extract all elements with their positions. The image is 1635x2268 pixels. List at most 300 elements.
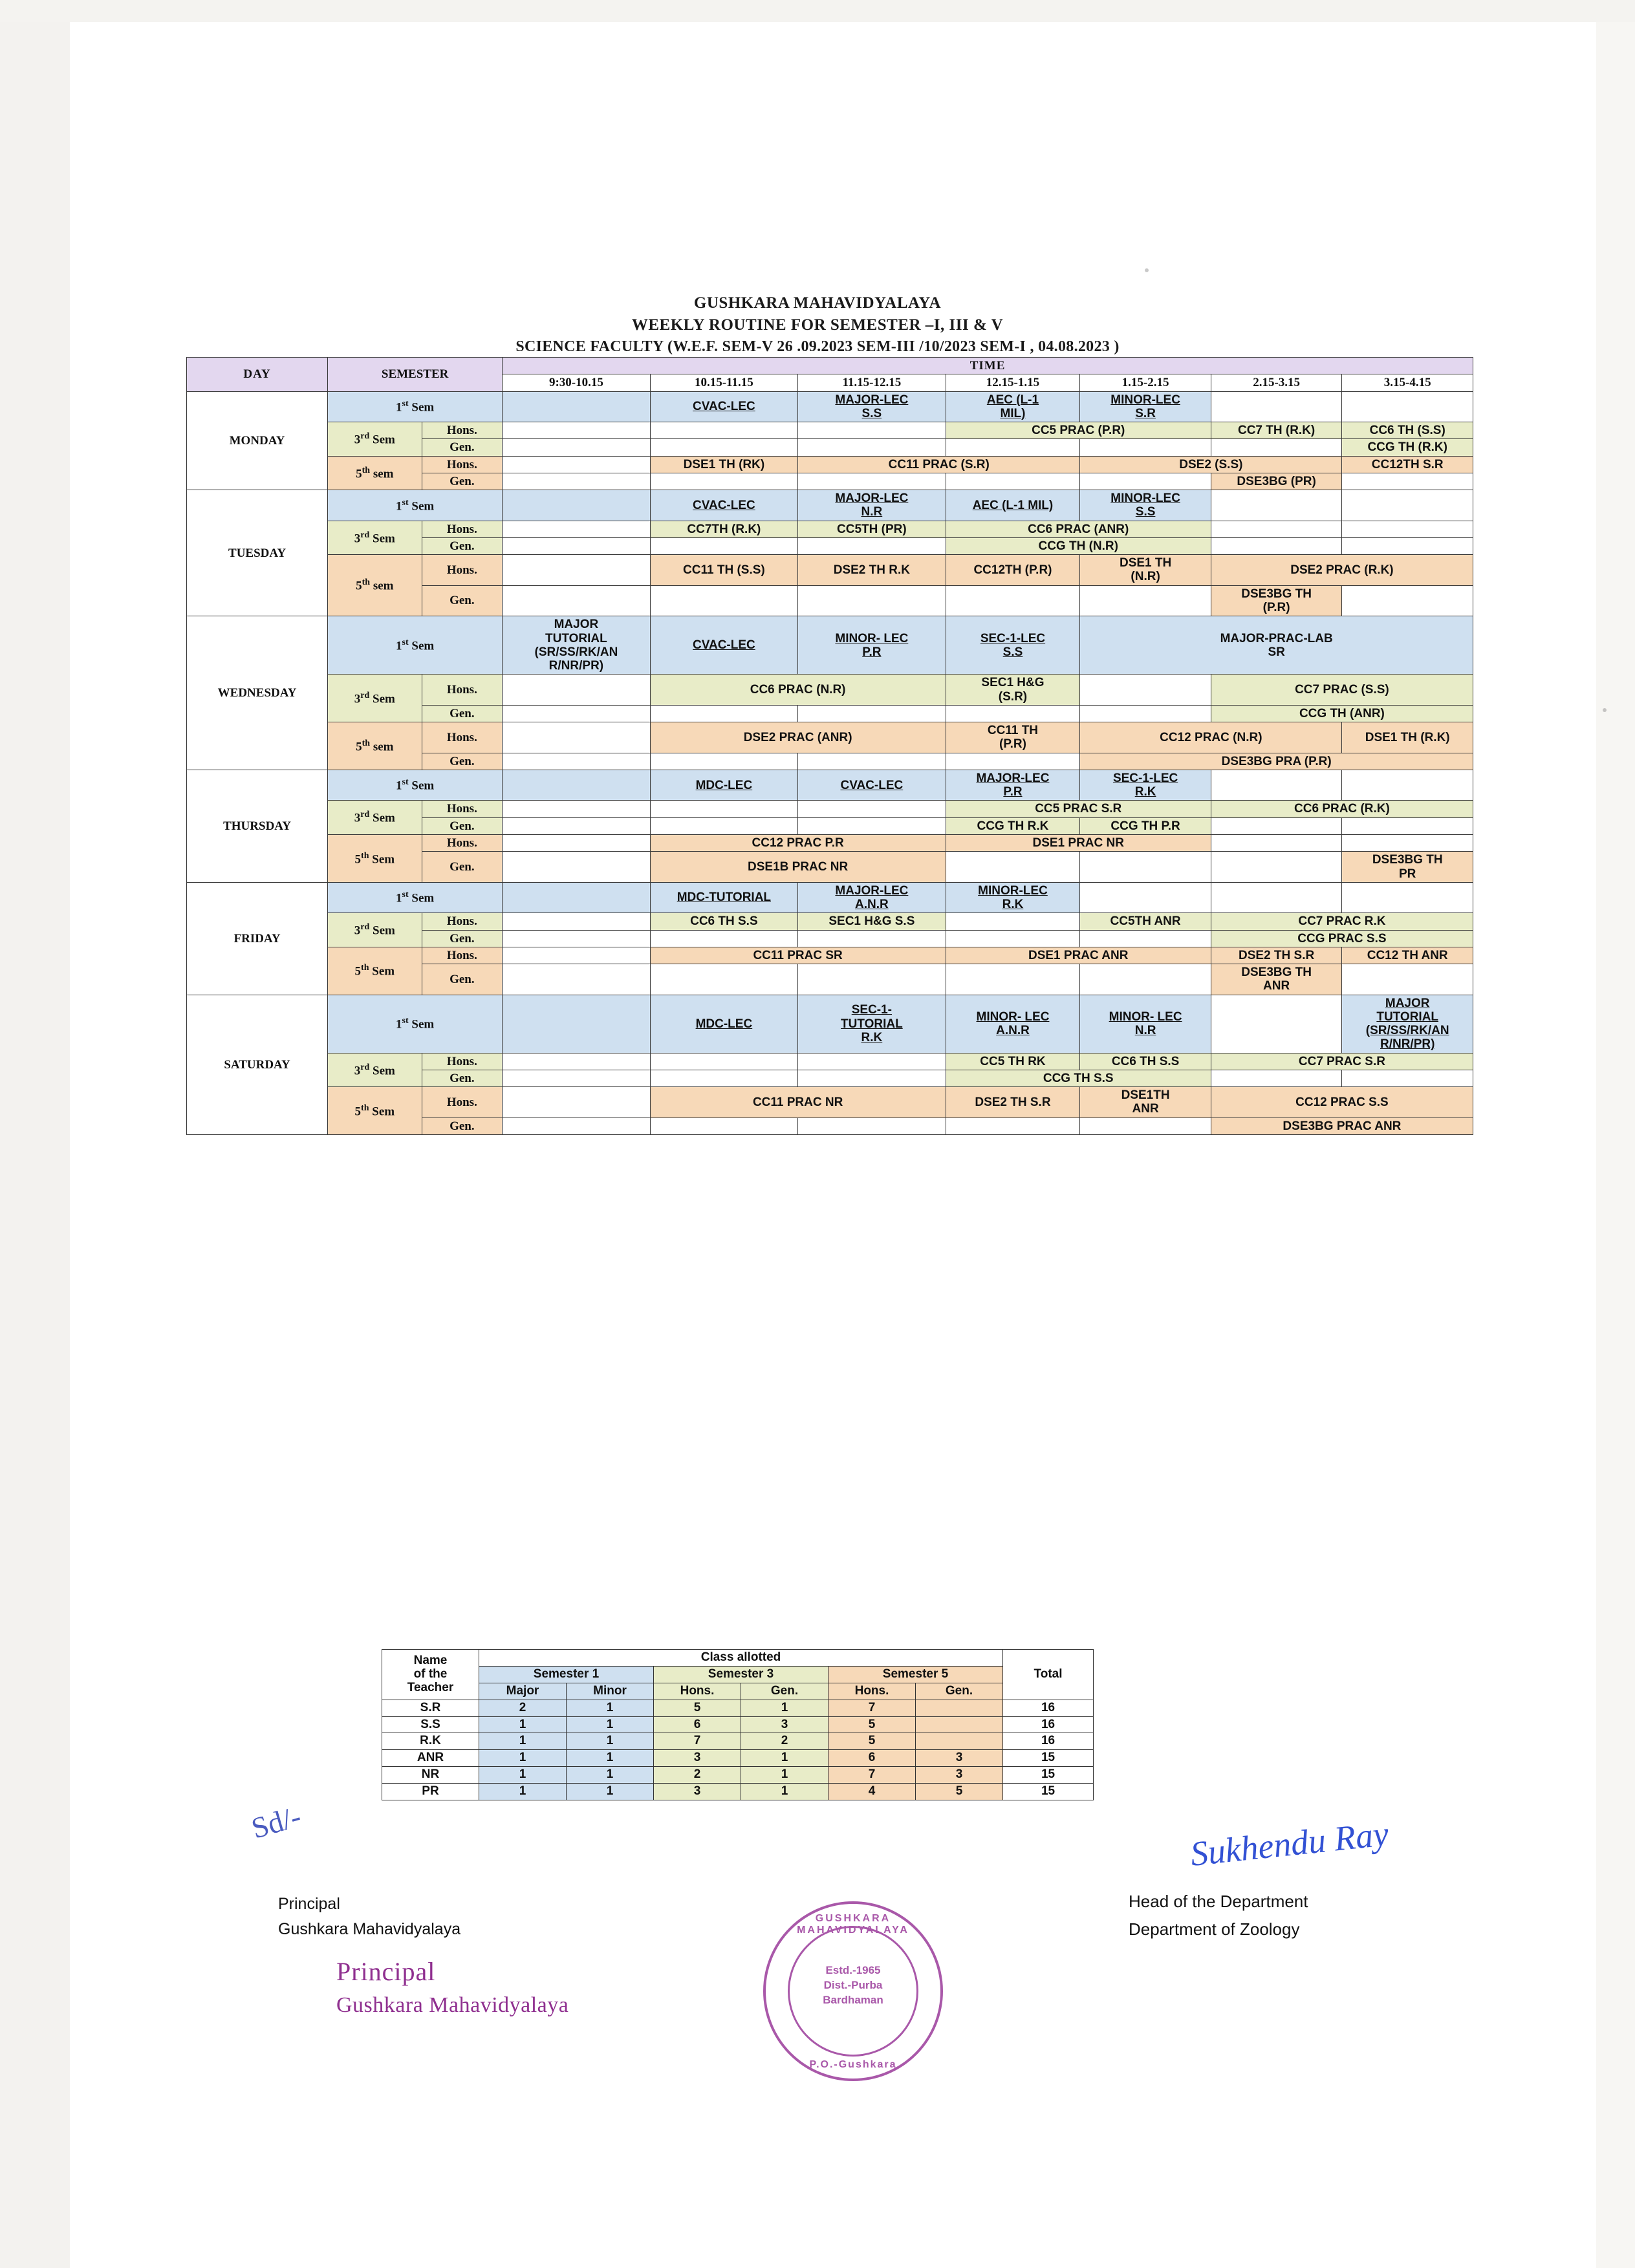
semester-group-label: Gen. (422, 852, 503, 883)
routine-cell (650, 930, 797, 947)
routine-cell (798, 753, 946, 770)
routine-cell (503, 930, 650, 947)
routine-row (187, 801, 1473, 817)
routine-cell (1342, 585, 1473, 616)
routine-cell: DSE2 TH S.R (1211, 947, 1342, 964)
routine-cell: MINOR-LEC R.K (946, 882, 1080, 913)
teacher-cell-name: S.S (382, 1716, 479, 1733)
semester-group-label: Hons. (422, 521, 503, 537)
teacher-cell-s5-gen: 3 (916, 1750, 1003, 1767)
routine-cell: MAJOR-LEC P.R (946, 770, 1080, 801)
hod-department: Department of Zoology (1129, 1919, 1300, 1939)
routine-cell: DSE3BG TH PR (1342, 852, 1473, 883)
routine-cell (503, 801, 650, 817)
routine-cell: CC7 PRAC S.R (1211, 1053, 1473, 1070)
routine-cell (1211, 770, 1342, 801)
routine-cell (503, 391, 650, 422)
routine-row (187, 947, 1473, 964)
semester-label: 3rd Sem (328, 675, 422, 722)
routine-cell: MINOR- LEC A.N.R (946, 995, 1080, 1053)
semester-group-label: Gen. (422, 753, 503, 770)
routine-cell: MAJOR-PRAC-LAB SR (1080, 616, 1473, 675)
teacher-cell-s1-major: 1 (479, 1767, 567, 1784)
institution-name: GUSHKARA MAHAVIDYALAYA (693, 294, 942, 312)
routine-cell: CC7 PRAC R.K (1211, 913, 1473, 930)
routine-cell (503, 1053, 650, 1070)
routine-cell: CC11 TH (S.S) (650, 555, 797, 586)
routine-cell: CC7 TH (R.K) (1211, 422, 1342, 439)
semester-label: 3rd Sem (328, 913, 422, 947)
routine-cell (1342, 882, 1473, 913)
routine-cell (1211, 521, 1342, 537)
teacher-cell-s1-minor: 1 (567, 1700, 654, 1716)
teacher-cell-total: 15 (1003, 1784, 1094, 1800)
routine-cell (798, 439, 946, 456)
routine-cell: DSE2 PRAC (ANR) (650, 722, 946, 753)
teacher-cell-s3-hons: 5 (654, 1700, 741, 1716)
semester-group-label: Hons. (422, 947, 503, 964)
teacher-cell-s5-hons: 6 (828, 1750, 916, 1767)
semester-group-label: Hons. (422, 675, 503, 706)
routine-cell (798, 801, 946, 817)
routine-cell: CC5TH ANR (1080, 913, 1211, 930)
teacher-cell-total: 16 (1003, 1700, 1094, 1716)
routine-cell: MINOR- LEC P.R (798, 616, 946, 675)
routine-cell: DSE1B PRAC NR (650, 852, 946, 883)
routine-cell: CC6 PRAC (R.K) (1211, 801, 1473, 817)
semester-group-label: Gen. (422, 439, 503, 456)
day-cell-wednesday: WEDNESDAY (187, 616, 328, 770)
teacher-cell-name: NR (382, 1767, 479, 1784)
routine-cell (503, 947, 650, 964)
routine-cell: CCG TH (N.R) (946, 537, 1211, 554)
semester-group-label: Gen. (422, 1118, 503, 1134)
routine-cell (946, 439, 1080, 456)
routine-cell (503, 439, 650, 456)
routine-cell: CC11 PRAC NR (650, 1087, 946, 1118)
routine-cell: CC5TH (PR) (798, 521, 946, 537)
header-time: TIME (503, 358, 1473, 374)
routine-cell: SEC-1- TUTORIAL R.K (798, 995, 946, 1053)
routine-cell (650, 422, 797, 439)
routine-cell: MINOR- LEC N.R (1080, 995, 1211, 1053)
semester-group-label: Gen. (422, 537, 503, 554)
routine-cell: MAJOR-LEC S.S (798, 391, 946, 422)
routine-cell (1342, 521, 1473, 537)
routine-cell (650, 817, 797, 834)
semester-label: 5th sem (328, 722, 422, 770)
routine-cell (503, 456, 650, 473)
semester-group-label: Hons. (422, 422, 503, 439)
semester-group-label: Gen. (422, 817, 503, 834)
semester-label: 3rd Sem (328, 1053, 422, 1087)
routine-cell: DSE1 PRAC ANR (946, 947, 1211, 964)
routine-cell (503, 770, 650, 801)
hod-signature-ink: Sukhendu Ray (1188, 1814, 1391, 1874)
routine-cell (946, 585, 1080, 616)
time-slot-1: 9:30-10.15 (503, 374, 650, 391)
principal-stamp-line1: Principal (336, 1957, 436, 1986)
routine-cell (1080, 585, 1211, 616)
hod-role: Head of the Department (1129, 1892, 1308, 1911)
time-slot-5: 1.15-2.15 (1080, 374, 1211, 391)
routine-cell: CVAC-LEC (650, 490, 797, 521)
semester-group-label: Hons. (422, 722, 503, 753)
routine-cell: SEC-1-LEC S.S (946, 616, 1080, 675)
semester-group-label: Gen. (422, 930, 503, 947)
routine-row (187, 391, 1473, 422)
routine-row (187, 995, 1473, 1053)
semester-label: 3rd Sem (328, 521, 422, 555)
routine-cell: DSE2 (S.S) (1080, 456, 1342, 473)
teacher-name-header: Name of the Teacher (382, 1650, 479, 1700)
routine-cell (1211, 882, 1342, 913)
teacher-cell-s3-gen: 3 (741, 1716, 828, 1733)
seal-line2: Dist.-Purba (823, 1978, 883, 1991)
teacher-row (382, 1784, 1094, 1800)
routine-cell (798, 585, 946, 616)
routine-cell (1211, 995, 1342, 1053)
routine-cell: CC12TH S.R (1342, 456, 1473, 473)
routine-cell (798, 473, 946, 490)
semester-group-label: Gen. (422, 705, 503, 722)
hod-signature-block (1129, 1892, 1308, 1947)
routine-cell (503, 473, 650, 490)
routine-cell: CC12 PRAC P.R (650, 834, 946, 851)
routine-cell: DSE3BG TH (P.R) (1211, 585, 1342, 616)
routine-row (187, 834, 1473, 851)
semester-group-header: Semester 3 (654, 1666, 828, 1683)
routine-cell: CC7TH (R.K) (650, 521, 797, 537)
routine-row (187, 490, 1473, 521)
time-slot-3: 11.15-12.15 (798, 374, 946, 391)
teacher-row (382, 1767, 1094, 1784)
semester-label: 1st Sem (328, 391, 503, 422)
routine-cell: SEC-1-LEC R.K (1080, 770, 1211, 801)
routine-cell (1211, 537, 1342, 554)
routine-cell (1080, 473, 1211, 490)
routine-cell (798, 537, 946, 554)
routine-cell (503, 537, 650, 554)
routine-cell: CCG PRAC S.S (1211, 930, 1473, 947)
semester-group-label: Gen. (422, 473, 503, 490)
principal-signature-ink: Sd/- (248, 1799, 305, 1845)
day-cell-thursday: THURSDAY (187, 770, 328, 882)
teacher-cell-s5-gen (916, 1716, 1003, 1733)
routine-cell: CC6 TH (S.S) (1342, 422, 1473, 439)
routine-cell (650, 1053, 797, 1070)
teacher-cell-name: R.K (382, 1733, 479, 1750)
routine-cell (798, 930, 946, 947)
time-slot-7: 3.15-4.15 (1342, 374, 1473, 391)
header-day: DAY (187, 358, 328, 392)
time-slot-6: 2.15-3.15 (1211, 374, 1342, 391)
teacher-cell-s5-hons: 7 (828, 1700, 916, 1716)
routine-cell (1211, 490, 1342, 521)
teacher-cell-name: S.R (382, 1700, 479, 1716)
routine-cell: DSE1 TH (R.K) (1342, 722, 1473, 753)
routine-cell (1342, 770, 1473, 801)
routine-cell (650, 585, 797, 616)
routine-cell: MDC-TUTORIAL (650, 882, 797, 913)
routine-cell: CCG TH P.R (1080, 817, 1211, 834)
routine-cell: DSE2 TH S.R (946, 1087, 1080, 1118)
routine-row (187, 616, 1473, 675)
routine-cell: MAJOR TUTORIAL (SR/SS/RK/AN R/NR/PR) (503, 616, 650, 675)
routine-cell (503, 753, 650, 770)
teacher-row (382, 1750, 1094, 1767)
routine-cell (1080, 852, 1211, 883)
teacher-row (382, 1700, 1094, 1716)
routine-cell: CC6 PRAC (N.R) (650, 675, 946, 706)
semester-label: 1st Sem (328, 882, 503, 913)
teacher-cell-total: 16 (1003, 1716, 1094, 1733)
routine-cell (798, 817, 946, 834)
routine-row (187, 1087, 1473, 1118)
routine-cell: CC7 PRAC (S.S) (1211, 675, 1473, 706)
seal-arc-top: GUSHKARA MAHAVIDYALAYA (797, 1913, 909, 1936)
routine-cell (650, 753, 797, 770)
routine-cell: MAJOR TUTORIAL (SR/SS/RK/AN R/NR/PR) (1342, 995, 1473, 1053)
day-cell-monday: MONDAY (187, 391, 328, 490)
routine-cell (946, 753, 1080, 770)
routine-cell: CC5 PRAC S.R (946, 801, 1211, 817)
semester-subgroup-header: Minor (567, 1683, 654, 1700)
header-semester: SEMESTER (328, 358, 503, 392)
teacher-cell-s5-hons: 4 (828, 1784, 916, 1800)
teacher-cell-s1-minor: 1 (567, 1784, 654, 1800)
semester-group-label: Hons. (422, 913, 503, 930)
semester-group-label: Hons. (422, 555, 503, 586)
routine-cell (1342, 490, 1473, 521)
teacher-allotment-table (382, 1649, 1094, 1800)
semester-label: 5th Sem (328, 947, 422, 995)
routine-row (187, 675, 1473, 706)
routine-cell: DSE3BG PRAC ANR (1211, 1118, 1473, 1134)
class-allotted-header: Class allotted (479, 1650, 1003, 1667)
semester-subgroup-header: Major (479, 1683, 567, 1700)
semester-group-label: Gen. (422, 585, 503, 616)
routine-cell (503, 1070, 650, 1086)
teacher-cell-s1-minor: 1 (567, 1733, 654, 1750)
routine-cell: SEC1 H&G S.S (798, 913, 946, 930)
routine-cell (503, 675, 650, 706)
routine-cell (798, 1070, 946, 1086)
seal-center-text (766, 1963, 940, 2008)
teacher-cell-s5-hons: 5 (828, 1733, 916, 1750)
teacher-cell-s1-major: 2 (479, 1700, 567, 1716)
routine-cell: DSE1 PRAC NR (946, 834, 1211, 851)
semester-subgroup-header: Gen. (741, 1683, 828, 1700)
routine-cell (650, 705, 797, 722)
teacher-cell-s3-gen: 2 (741, 1733, 828, 1750)
routine-cell (1080, 882, 1211, 913)
semester-label: 1st Sem (328, 995, 503, 1053)
total-header: Total (1003, 1650, 1094, 1700)
semester-group-label: Hons. (422, 1087, 503, 1118)
document-effective-dates: SCIENCE FACULTY (W.E.F. SEM-V 26 .09.2023 SEM-III /10/2023 SEM-I , 04.08.2023 ) (515, 338, 1120, 355)
routine-cell: MDC-LEC (650, 995, 797, 1053)
routine-cell: CVAC-LEC (650, 616, 797, 675)
teacher-row (382, 1716, 1094, 1733)
routine-row (187, 422, 1473, 439)
semester-label: 3rd Sem (328, 801, 422, 835)
teacher-cell-s5-gen: 3 (916, 1767, 1003, 1784)
semester-group-label: Hons. (422, 456, 503, 473)
routine-cell (503, 490, 650, 521)
routine-cell: CC12TH (P.R) (946, 555, 1080, 586)
routine-cell: MINOR-LEC S.R (1080, 391, 1211, 422)
teacher-cell-s3-gen: 1 (741, 1767, 828, 1784)
semester-label: 5th sem (328, 456, 422, 490)
routine-cell (503, 964, 650, 995)
routine-cell (798, 1118, 946, 1134)
principal-stamp-line2: Gushkara Mahavidyalaya (336, 1993, 569, 2017)
routine-cell (946, 964, 1080, 995)
semester-group-label: Hons. (422, 1053, 503, 1070)
routine-cell: DSE2 TH R.K (798, 555, 946, 586)
teacher-cell-s3-gen: 1 (741, 1784, 828, 1800)
document-header (0, 294, 1635, 356)
routine-cell: CC12 PRAC (N.R) (1080, 722, 1342, 753)
document-subtitle: WEEKLY ROUTINE FOR SEMESTER –I, III & V (631, 316, 1004, 334)
teacher-cell-s5-gen (916, 1733, 1003, 1750)
routine-cell (798, 964, 946, 995)
teacher-cell-name: PR (382, 1784, 479, 1800)
teacher-cell-total: 15 (1003, 1750, 1094, 1767)
teacher-cell-s1-major: 1 (479, 1750, 567, 1767)
day-cell-friday: FRIDAY (187, 882, 328, 995)
routine-cell (798, 1053, 946, 1070)
routine-row (187, 1053, 1473, 1070)
teacher-cell-s3-hons: 2 (654, 1767, 741, 1784)
teacher-cell-s1-minor: 1 (567, 1716, 654, 1733)
semester-subgroup-header: Hons. (828, 1683, 916, 1700)
routine-cell (503, 995, 650, 1053)
routine-cell (503, 422, 650, 439)
routine-cell (1342, 473, 1473, 490)
teacher-cell-s5-hons: 7 (828, 1767, 916, 1784)
routine-cell: MDC-LEC (650, 770, 797, 801)
routine-cell (650, 1070, 797, 1086)
routine-cell: CCG TH (R.K) (1342, 439, 1473, 456)
teacher-cell-s1-minor: 1 (567, 1767, 654, 1784)
semester-label: 1st Sem (328, 490, 503, 521)
semester-group-header: Semester 5 (828, 1666, 1003, 1683)
routine-cell (1342, 1070, 1473, 1086)
routine-cell (650, 473, 797, 490)
semester-subgroup-header: Hons. (654, 1683, 741, 1700)
semester-label: 1st Sem (328, 770, 503, 801)
teacher-row (382, 1733, 1094, 1750)
weekly-routine-table (186, 357, 1473, 1135)
routine-cell (650, 1118, 797, 1134)
teacher-cell-s1-major: 1 (479, 1784, 567, 1800)
routine-row (187, 913, 1473, 930)
seal-line1: Estd.-1965 (825, 1964, 881, 1976)
routine-cell: CC11 PRAC (S.R) (798, 456, 1080, 473)
routine-cell (1211, 391, 1342, 422)
routine-cell (503, 913, 650, 930)
routine-cell (1080, 964, 1211, 995)
college-seal (763, 1901, 943, 2081)
routine-cell: SEC1 H&G (S.R) (946, 675, 1080, 706)
routine-cell (798, 422, 946, 439)
routine-cell (1080, 705, 1211, 722)
semester-group-label: Gen. (422, 964, 503, 995)
semester-label: 3rd Sem (328, 422, 422, 457)
semester-group-header: Semester 1 (479, 1666, 654, 1683)
routine-cell (650, 537, 797, 554)
teacher-cell-s3-hons: 3 (654, 1750, 741, 1767)
teacher-cell-s5-gen: 5 (916, 1784, 1003, 1800)
routine-cell: AEC (L-1 MIL) (946, 391, 1080, 422)
routine-cell: CC11 TH (P.R) (946, 722, 1080, 753)
routine-cell: MAJOR-LEC N.R (798, 490, 946, 521)
routine-cell (503, 555, 650, 586)
routine-cell (503, 852, 650, 883)
routine-row (187, 521, 1473, 537)
routine-cell: CC5 PRAC (P.R) (946, 422, 1211, 439)
routine-cell: CVAC-LEC (650, 391, 797, 422)
routine-cell (1211, 817, 1342, 834)
routine-cell: CCG TH R.K (946, 817, 1080, 834)
seal-arc-bottom: P.O.-Gushkara (809, 2059, 897, 2070)
seal-line3: Bardhaman (823, 1993, 883, 2006)
routine-cell (946, 1118, 1080, 1134)
routine-cell (1342, 817, 1473, 834)
day-cell-tuesday: TUESDAY (187, 490, 328, 616)
routine-cell: CC11 PRAC SR (650, 947, 946, 964)
routine-cell: DSE3BG PRA (P.R) (1080, 753, 1473, 770)
routine-cell (650, 964, 797, 995)
routine-cell (503, 585, 650, 616)
routine-cell (503, 1087, 650, 1118)
routine-cell (1342, 391, 1473, 422)
teacher-cell-total: 16 (1003, 1733, 1094, 1750)
routine-cell (946, 473, 1080, 490)
routine-cell (946, 852, 1080, 883)
routine-cell (503, 817, 650, 834)
routine-cell (1211, 439, 1342, 456)
routine-cell: DSE3BG (PR) (1211, 473, 1342, 490)
principal-role: Principal (278, 1895, 340, 1913)
teacher-cell-s3-hons: 3 (654, 1784, 741, 1800)
teacher-cell-s3-hons: 7 (654, 1733, 741, 1750)
scan-edge-top (0, 0, 1635, 22)
routine-cell (1080, 675, 1211, 706)
principal-stamp (336, 1956, 568, 2018)
routine-cell (503, 834, 650, 851)
routine-cell (946, 913, 1080, 930)
routine-row (187, 882, 1473, 913)
teacher-cell-s3-gen: 1 (741, 1750, 828, 1767)
routine-cell (1080, 1118, 1211, 1134)
teacher-cell-s1-major: 1 (479, 1716, 567, 1733)
semester-subgroup-header: Gen. (916, 1683, 1003, 1700)
routine-cell (1342, 537, 1473, 554)
teacher-cell-s1-major: 1 (479, 1733, 567, 1750)
routine-cell: MAJOR-LEC A.N.R (798, 882, 946, 913)
routine-cell (503, 1118, 650, 1134)
routine-cell: DSE1 TH (RK) (650, 456, 797, 473)
routine-cell (503, 521, 650, 537)
routine-cell: AEC (L-1 MIL) (946, 490, 1080, 521)
routine-cell (798, 705, 946, 722)
routine-cell (1211, 834, 1342, 851)
time-slot-4: 12.15-1.15 (946, 374, 1080, 391)
routine-cell: DSE3BG TH ANR (1211, 964, 1342, 995)
